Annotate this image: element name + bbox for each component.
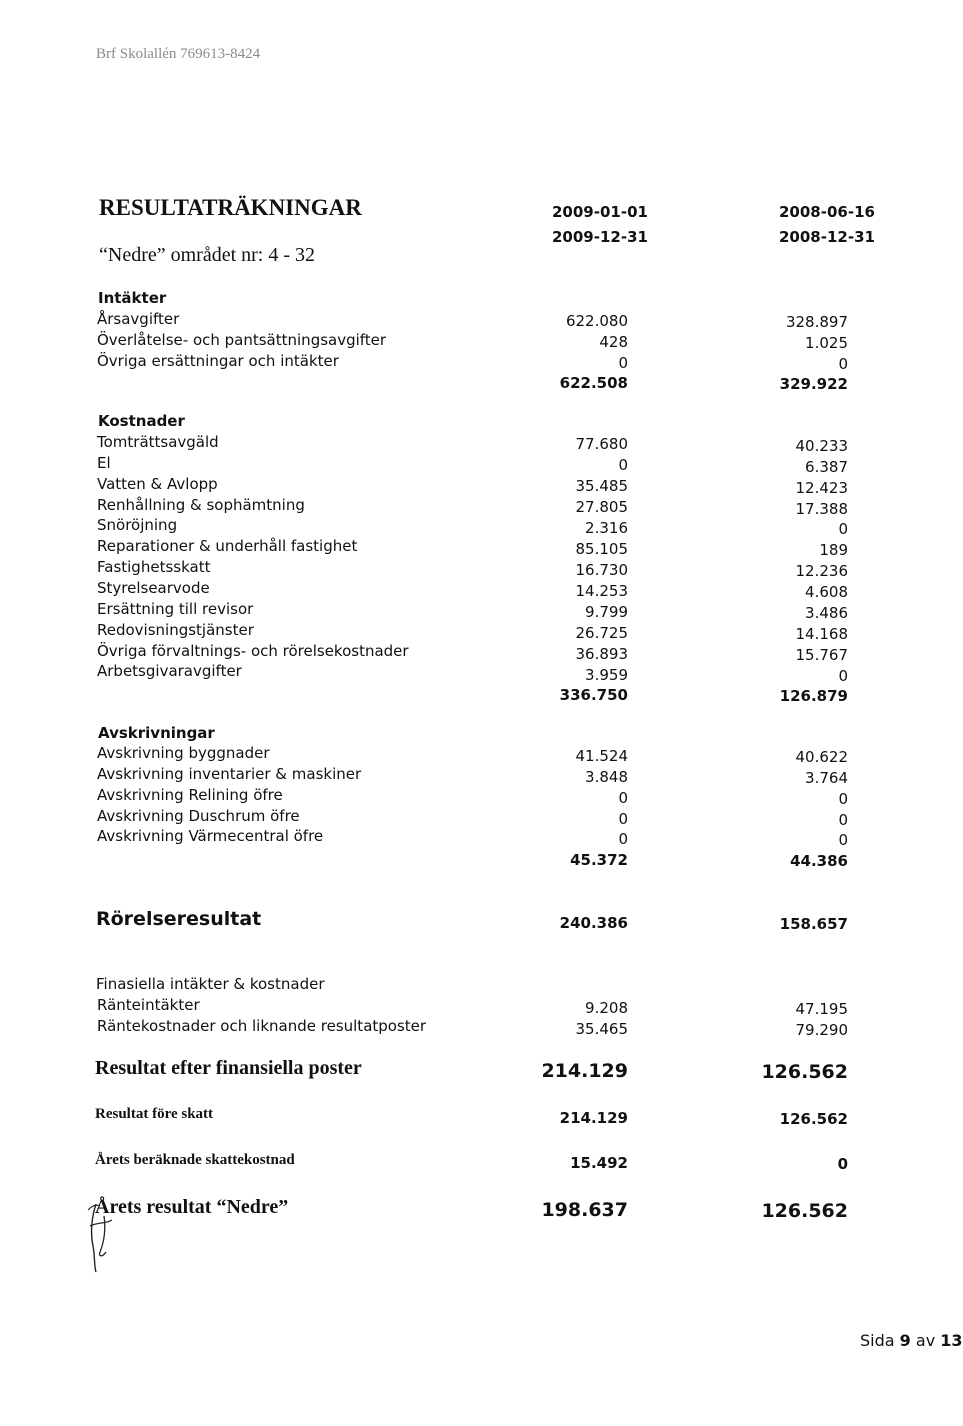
value-current: 0 — [618, 354, 628, 372]
skattekostnad-label: Årets beräknade skattekostnad — [95, 1152, 295, 1168]
row-label: Avskrivning inventarier & maskiner — [97, 765, 362, 783]
page-separator: av — [915, 1331, 936, 1350]
row-label: Redovisningstjänster — [97, 621, 254, 639]
arets-resultat-current: 198.637 — [541, 1199, 628, 1221]
row-label: Årsavgifter — [97, 310, 180, 328]
total-current: 336.750 — [559, 686, 628, 704]
row-label: Överlåtelse- och pantsättningsavgifter — [97, 331, 387, 349]
period-previous-from: 2008-06-16 — [779, 203, 875, 221]
total-current: 45.372 — [570, 851, 628, 869]
row-label: Styrelsearvode — [97, 579, 210, 597]
value-current: 14.253 — [575, 582, 628, 600]
value-current: 2.316 — [585, 519, 628, 537]
value-current: 3.848 — [585, 768, 628, 786]
row-label: Avskrivning Duschrum öfre — [97, 807, 300, 825]
organization-stamp: Brf Skolallén 769613-8424 — [96, 46, 261, 62]
value-previous: 0 — [838, 811, 848, 829]
row-label: Räntekostnader och liknande resultatposter — [97, 1017, 427, 1035]
value-previous: 0 — [838, 831, 848, 849]
value-previous: 47.195 — [795, 1000, 848, 1018]
section-heading-intakter: Intäkter — [98, 289, 167, 307]
value-current: 77.680 — [575, 435, 628, 453]
value-previous: 3.764 — [805, 769, 848, 787]
row-label: Avskrivning Värmecentral öfre — [97, 827, 324, 845]
row-label: Snöröjning — [97, 516, 178, 534]
arets-resultat-previous: 126.562 — [761, 1200, 848, 1222]
value-current: 0 — [618, 810, 628, 828]
page-number — [860, 1331, 963, 1350]
resultat-efter-finansiella-label: Resultat efter finansiella poster — [95, 1057, 362, 1079]
row-label: Avskrivning Relining öfre — [97, 786, 283, 804]
value-previous: 189 — [819, 541, 848, 559]
value-current: 3.959 — [585, 666, 628, 684]
value-previous: 0 — [838, 790, 848, 808]
handwritten-initials-signature — [84, 1196, 124, 1276]
section-heading-kostnader: Kostnader — [98, 412, 185, 430]
value-current: 35.465 — [575, 1020, 628, 1038]
rorelseresultat-label: Rörelseresultat — [96, 908, 262, 930]
value-current: 0 — [618, 456, 628, 474]
page-current: 9 — [899, 1331, 911, 1350]
row-label: Reparationer & underhåll fastighet — [97, 537, 358, 555]
value-previous: 4.608 — [805, 583, 848, 601]
arets-resultat-label: Årets resultat “Nedre” — [95, 1196, 289, 1218]
total-previous: 126.879 — [779, 687, 848, 705]
row-label: Övriga ersättningar och intäkter — [97, 352, 339, 370]
row-label: Renhållning & sophämtning — [97, 496, 305, 514]
value-current: 85.105 — [575, 540, 628, 558]
total-previous: 44.386 — [790, 852, 848, 870]
value-previous: 328.897 — [785, 313, 848, 331]
value-current: 622.080 — [565, 312, 628, 330]
period-current-from: 2009-01-01 — [552, 203, 648, 221]
row-label: Ersättning till revisor — [97, 600, 254, 618]
skattekostnad-current: 15.492 — [570, 1154, 628, 1172]
resultat-efter-finansiella-current: 214.129 — [541, 1060, 628, 1082]
value-previous: 12.236 — [795, 562, 848, 580]
value-previous: 40.233 — [795, 437, 848, 455]
section-heading-avskrivningar: Avskrivningar — [98, 724, 215, 742]
total-current: 622.508 — [559, 374, 628, 392]
value-previous: 12.423 — [795, 479, 848, 497]
resultat-fore-skatt-current: 214.129 — [559, 1109, 628, 1127]
row-label: Fastighetsskatt — [97, 558, 211, 576]
resultat-fore-skatt-label: Resultat före skatt — [95, 1106, 214, 1122]
value-current: 0 — [618, 789, 628, 807]
value-current: 9.799 — [585, 603, 628, 621]
value-current: 35.485 — [575, 477, 628, 495]
value-current: 9.208 — [585, 999, 628, 1017]
value-previous: 79.290 — [795, 1021, 848, 1039]
value-previous: 0 — [838, 355, 848, 373]
value-current: 16.730 — [575, 561, 628, 579]
row-label: Vatten & Avlopp — [97, 475, 218, 493]
value-previous: 3.486 — [805, 604, 848, 622]
value-current: 41.524 — [575, 747, 628, 765]
period-previous-to: 2008-12-31 — [779, 228, 875, 246]
value-previous: 1.025 — [805, 334, 848, 352]
value-current: 27.805 — [575, 498, 628, 516]
value-previous: 14.168 — [795, 625, 848, 643]
value-previous: 15.767 — [795, 646, 848, 664]
period-current-to: 2009-12-31 — [552, 228, 648, 246]
row-label: Ränteintäkter — [97, 996, 200, 1014]
value-current: 428 — [599, 333, 628, 351]
section-heading-finansiella: Finasiella intäkter & kostnader — [96, 975, 325, 993]
skattekostnad-previous: 0 — [837, 1155, 848, 1173]
row-label: Arbetsgivaravgifter — [97, 662, 242, 680]
resultat-fore-skatt-previous: 126.562 — [779, 1110, 848, 1128]
value-previous: 6.387 — [805, 458, 848, 476]
page-subtitle: “Nedre” området nr: 4 - 32 — [99, 244, 316, 266]
total-previous: 329.922 — [779, 375, 848, 393]
row-label: Övriga förvaltnings- och rörelsekostnader — [97, 642, 409, 660]
page-prefix: Sida — [860, 1331, 895, 1350]
value-current: 36.893 — [575, 645, 628, 663]
page-title: RESULTATRÄKNINGAR — [99, 195, 362, 220]
value-previous: 17.388 — [795, 500, 848, 518]
value-current: 26.725 — [575, 624, 628, 642]
value-current: 0 — [618, 830, 628, 848]
rorelseresultat-current: 240.386 — [559, 914, 628, 932]
value-previous: 0 — [838, 667, 848, 685]
page-total: 13 — [940, 1331, 963, 1350]
row-label: Tomträttsavgäld — [97, 433, 219, 451]
rorelseresultat-previous: 158.657 — [779, 915, 848, 933]
resultat-efter-finansiella-previous: 126.562 — [761, 1061, 848, 1083]
row-label: El — [97, 454, 111, 472]
value-previous: 0 — [838, 520, 848, 538]
row-label: Avskrivning byggnader — [97, 744, 270, 762]
value-previous: 40.622 — [795, 748, 848, 766]
